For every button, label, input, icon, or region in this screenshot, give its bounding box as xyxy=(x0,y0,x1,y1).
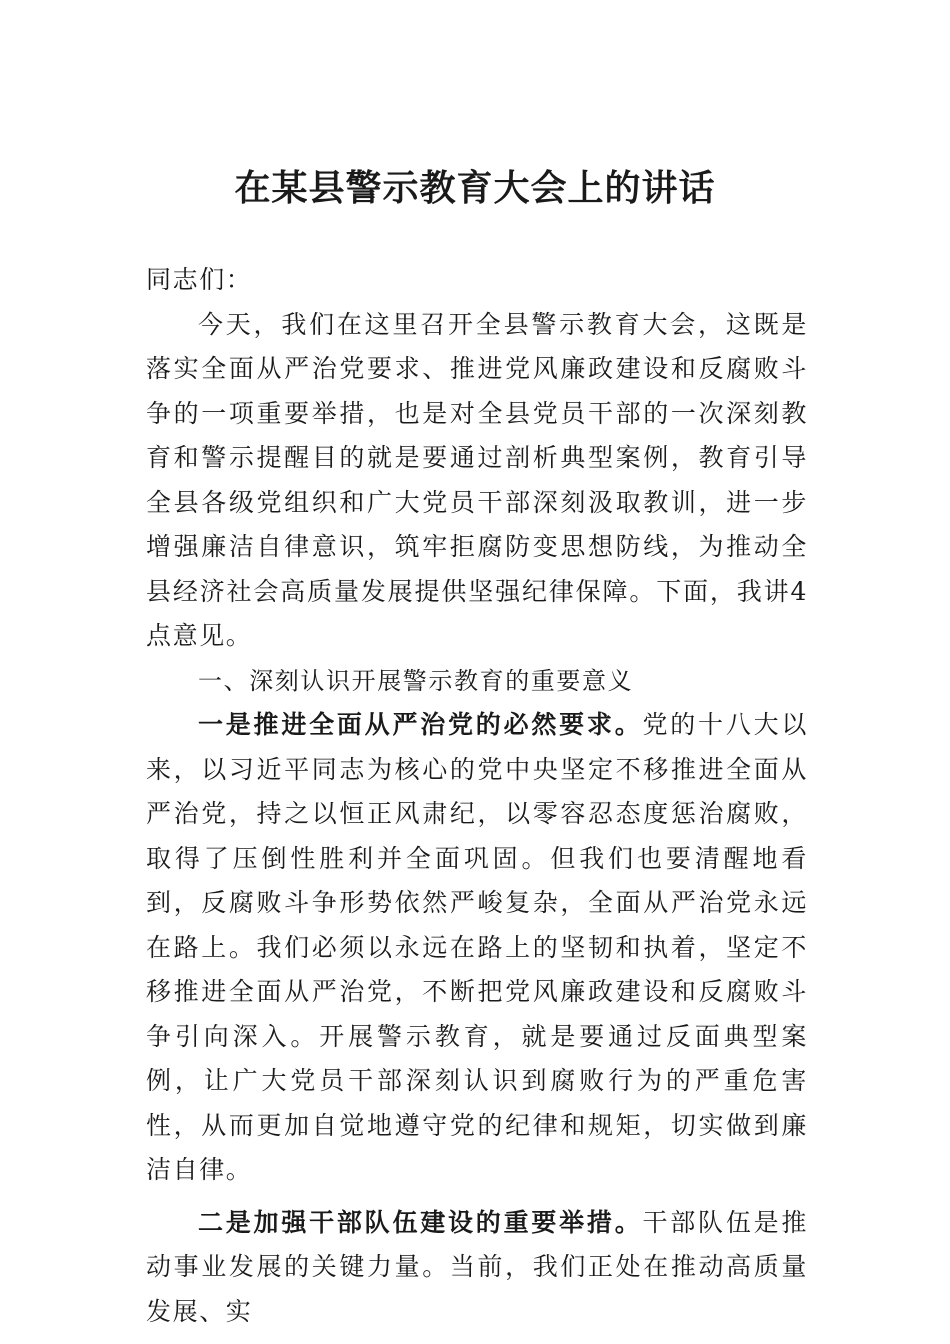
point-1-paragraph xyxy=(146,703,808,1193)
point-2-lead: 二是加强干部队伍建设的重要举措。 xyxy=(198,1207,643,1237)
intro-paragraph: 今天，我们在这里召开全县警示教育大会，这既是落实全面从严治党要求、推进党风廉政建设和反腐败斗争的一项重要举措，也是对全县党员干部的一次深刻教育和警示提醒目的就是要通过剖析典型案例，教育引导全县各级党组织和广大党员干部深刻汲取教训，进一步增强廉洁自律意识，筑牢拒腐防变思想防线，为推动全县经济社会高质量发展提供坚强纪律保障。下面，我讲4点意见。 xyxy=(146,309,808,650)
point-2-paragraph xyxy=(146,1201,808,1335)
point-1-body: 党的十八大以来，以习近平同志为核心的党中央坚定不移推进全面从严治党，持之以恒正风肃纪，以零容忍态度惩治腐败，取得了压倒性胜利并全面巩固。但我们也要清醒地看到，反腐败斗争形势依然严峻复杂，全面从严治党永远在路上。我们必须以永远在路上的坚韧和执着，坚定不移推进全面从严治党，不断把党风廉政建设和反腐败斗争引向深入。开展警示教育，就是要通过反面典型案例，让广大党员干部深刻认识到腐败行为的严重危害性，从而更加自觉地遵守党的纪律和规矩，切实做到廉洁自律。 xyxy=(146,710,808,1184)
document-title: 在某县警示教育大会上的讲话 xyxy=(234,167,716,209)
section-heading-1: 一、深刻认识开展警示教育的重要意义 xyxy=(198,666,634,695)
document-body xyxy=(146,258,808,1334)
point-2-body: 干部队伍是推动事业发展的关键力量。当前，我们正处在推动高质量发展、实 xyxy=(146,1207,808,1326)
salutation: 同志们： xyxy=(146,265,253,294)
point-1-lead: 一是推进全面从严治党的必然要求。 xyxy=(198,710,643,739)
